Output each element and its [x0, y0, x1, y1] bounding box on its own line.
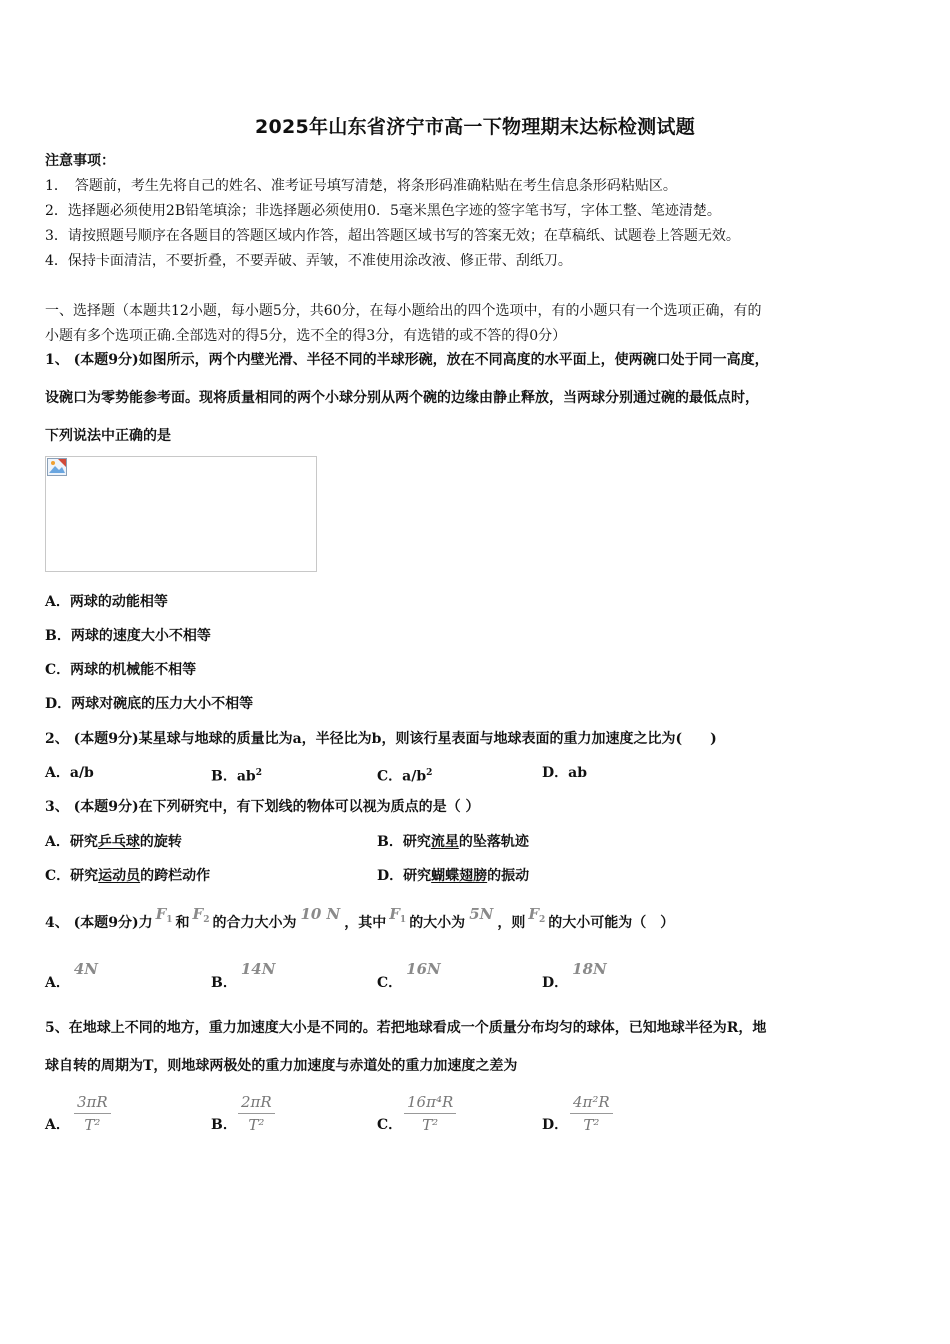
question-1-option: D．两球对碗底的压力大小不相等 [45, 696, 254, 712]
math-f2: $F_2$ [528, 905, 546, 925]
question-5-option-a-label: A． [45, 1117, 70, 1133]
question-2-stem: 2、 (本题9分)某星球与地球的质量比为a，半径比为b，则该行星表面与地球表面的重力加速度之比为( ) [45, 731, 717, 747]
notice-item: 1． 答题前，考生先将自己的姓名、准考证号填写清楚，将条形码准确粘贴在考生信息条形码粘贴区。 [45, 178, 677, 194]
question-1-stem: 设碗口为零势能参考面。现将质量相同的两个小球分别从两个碗的边缘由静止释放，当两球分别通过碗的最低点时， [45, 390, 759, 406]
question-3-option-b: B．研究流星的坠落轨迹 [377, 834, 529, 850]
question-1-option: C．两球的机械能不相等 [45, 662, 197, 678]
question-5-option-b-label: B． [211, 1117, 237, 1133]
notice-item: 4．保持卡面清洁，不要折叠，不要弄破、弄皱，不准使用涂改液、修正带、刮纸刀。 [45, 253, 572, 269]
question-2-option-c: C．$a/b^2$ [377, 768, 433, 785]
math-f1: $F_1$ [155, 905, 173, 925]
notice-heading: 注意事项： [45, 153, 115, 169]
question-5-option-b-fraction: 2πR T² [238, 1092, 275, 1135]
question-5-option-c-label: C． [377, 1117, 403, 1133]
notice-item: 2．选择题必须使用2B铅笔填涂；非选择题必须使用0．5毫米黑色字迹的签字笔书写，字体工整、笔迹清楚。 [45, 203, 721, 219]
question-3-option-a: A．研究乒乓球的旋转 [45, 834, 182, 850]
math-f1-value: 5N [469, 905, 494, 923]
question-4-stem: 4、 (本题9分)力 $F_1$ 和 $F_2$ 的合力大小为 10 N ，其中 $F_1$ 的大小为 5N ，则 $F_2$ 的大小可能为（ ） [45, 905, 675, 931]
notice-item: 3．请按照题号顺序在各题目的答题区域内作答，超出答题区域书写的答案无效；在草稿纸、试题卷上答题无效。 [45, 228, 740, 244]
question-5-option-a-fraction: 3πR T² [74, 1092, 111, 1135]
question-3-option-d: D．研究蝴蝶翅膀的振动 [377, 868, 530, 884]
question-3-stem: 3、 (本题9分)在下列研究中，有下划线的物体可以视为质点的是（ ） [45, 799, 480, 815]
question-2-option-a: A．a/b [45, 765, 94, 781]
broken-image-icon [47, 458, 67, 476]
question-4-option-b: B．14N [211, 960, 276, 991]
math-f2: $F_2$ [192, 905, 210, 925]
question-5-stem: 5、在地球上不同的地方，重力加速度大小是不同的。若把地球看成一个质量分布均匀的球体，已知地球半径为R，地 [45, 1020, 767, 1036]
question-3-option-c: C．研究运动员的跨栏动作 [45, 868, 211, 884]
section-header-line: 一、选择题（本题共12小题，每小题5分，共60分，在每小题给出的四个选项中，有的小题只有一个选项正确，有的 [45, 303, 762, 319]
math-total: 10 N [300, 905, 341, 923]
math-f1: $F_1$ [389, 905, 407, 925]
question-4-option-a: A．4N [45, 960, 99, 991]
question-2-option-d: D．ab [542, 765, 588, 781]
question-1-stem [45, 350, 769, 370]
question-4-option-d: D．18N [542, 960, 607, 991]
question-1-option: A．两球的动能相等 [45, 594, 168, 610]
question-5-option-c-fraction: 16π⁴R T² [404, 1092, 456, 1135]
question-4-option-c: C．16N [377, 960, 441, 991]
section-header-line: 小题有多个选项正确.全部选对的得5分，选不全的得3分，有选错的或不答的得0分） [45, 328, 567, 344]
question-1-figure [45, 456, 317, 572]
question-5-option-d-fraction: 4π²R T² [570, 1092, 613, 1135]
question-1-text: 1、 (本题9分)如图所示，两个内壁光滑、半径不同的半球形碗，放在不同高度的水平面上，使两碗口处于同一高度， [45, 352, 769, 368]
question-5-stem: 球自转的周期为T，则地球两极处的重力加速度与赤道处的重力加速度之差为 [45, 1058, 518, 1074]
question-1-stem: 下列说法中正确的是 [45, 428, 171, 444]
question-5-option-d-label: D． [542, 1117, 569, 1133]
question-1-option: B．两球的速度大小不相等 [45, 628, 211, 644]
question-2-option-b: B．$ab^2$ [211, 768, 262, 785]
page-title: 2025年山东省济宁市高一下物理期末达标检测试题 [254, 116, 696, 138]
